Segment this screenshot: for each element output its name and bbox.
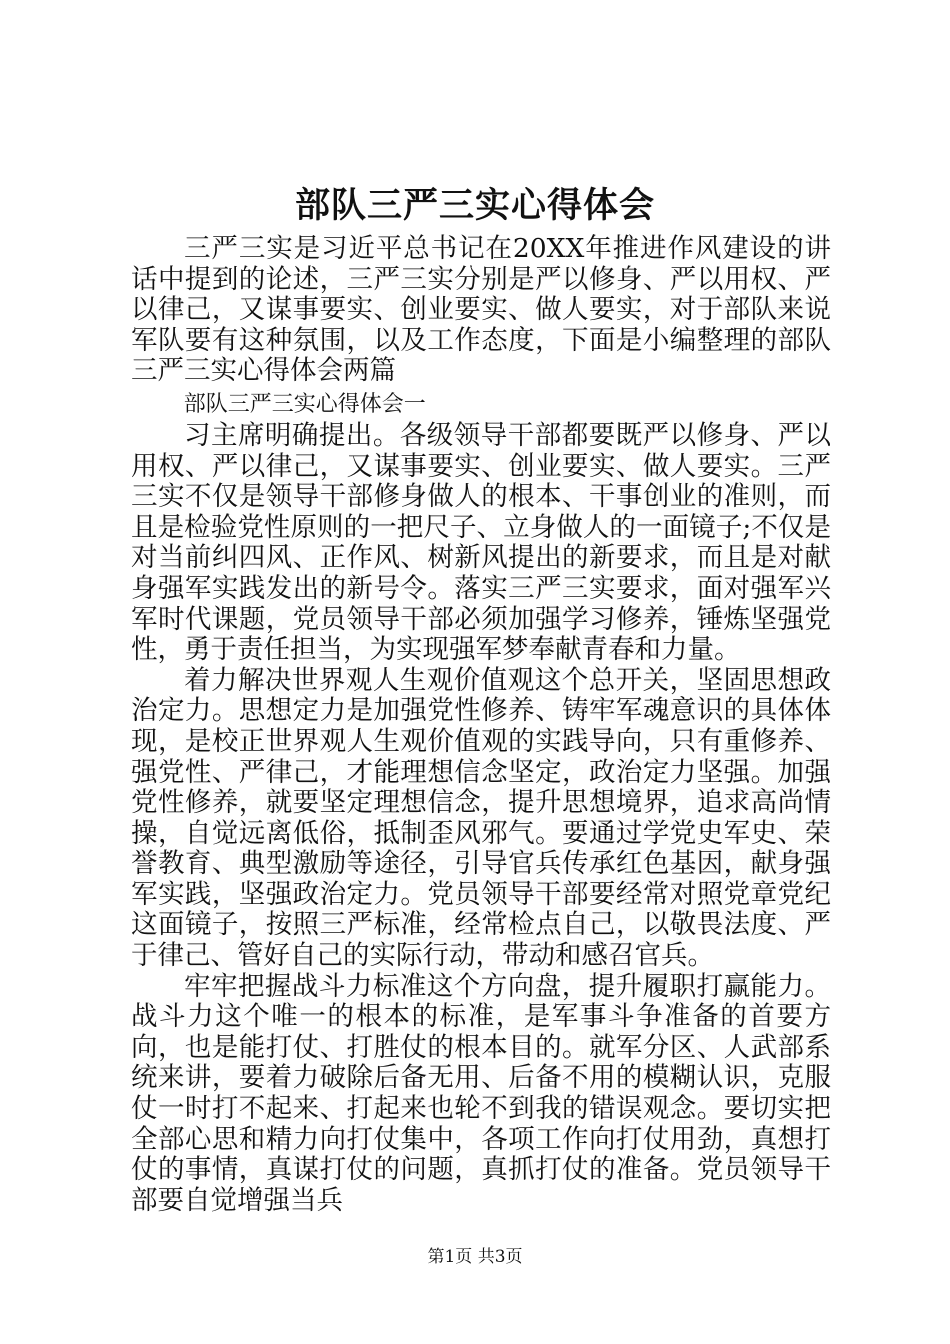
body-paragraph: 牢牢把握战斗力标准这个方向盘，提升履职打赢能力。战斗力这个唯一的根本的标准，是军事斗争准备的首要方向，也是能打仗、打胜仗的根本目的。就军分区、人武部系统来讲，要着力破除后备无用、后备不用的模糊认识，克服仗一时打不起来、打起来也轮不到我的错误观念。要切实把全部心思和精力向打仗集中，各项工作向打仗用劲，真想打仗的事情，真谋打仗的问题，真抓打仗的准备。党员领导干部要自觉增强当兵 [131, 970, 831, 1216]
section-heading: 部队三严三实心得体会一 [183, 391, 426, 417]
document-title: 部队三严三实心得体会 [294, 185, 655, 226]
document-body [131, 234, 831, 1216]
intro-paragraph: 三严三实是习近平总书记在20XX年推进作风建设的讲话中提到的论述，三严三实分别是严以修身、严以用权、严以律己，又谋事要实、创业要实、做人要实，对于部队来说军队要有这种氛围，以及工作态度，下面是小编整理的部队三严三实心得体会两篇 [131, 233, 831, 387]
body-paragraph: 习主席明确提出。各级领导干部都要既严以修身、严以用权、严以律己，又谋事要实、创业要实、做人要实。三严三实不仅是领导干部修身做人的根本、干事创业的准则，而且是检验党性原则的一把尺子、立身做人的一面镜子;不仅是对当前纠四风、正作风、树新风提出的新要求，而且是对献身强军实践发出的新号令。落实三严三实要求，面对强军兴军时代课题，党员领导干部必须加强学习修养，锤炼坚强党性，勇于责任担当，为实现强军梦奉献青春和力量。 [131, 419, 831, 666]
page-number-footer: 第1页 共3页 [427, 1247, 523, 1267]
body-paragraph: 着力解决世界观人生观价值观这个总开关，坚固思想政治定力。思想定力是加强党性修养、铸牢军魂意识的具体体现，是校正世界观人生观价值观的实践导向，只有重修养、强党性、严律己，才能理想信念坚定，政治定力坚强。加强党性修养，就要坚定理想信念，提升思想境界，追求高尚情操，自觉远离低俗，抵制歪风邪气。要通过学党史军史、荣誉教育、典型激励等途径，引导官兵传承红色基因，献身强军实践，坚强政治定力。党员领导干部要经常对照党章党纪这面镜子，按照三严标准，经常检点自己，以敬畏法度、严于律己、管好自己的实际行动，带动和感召官兵。 [131, 664, 831, 972]
